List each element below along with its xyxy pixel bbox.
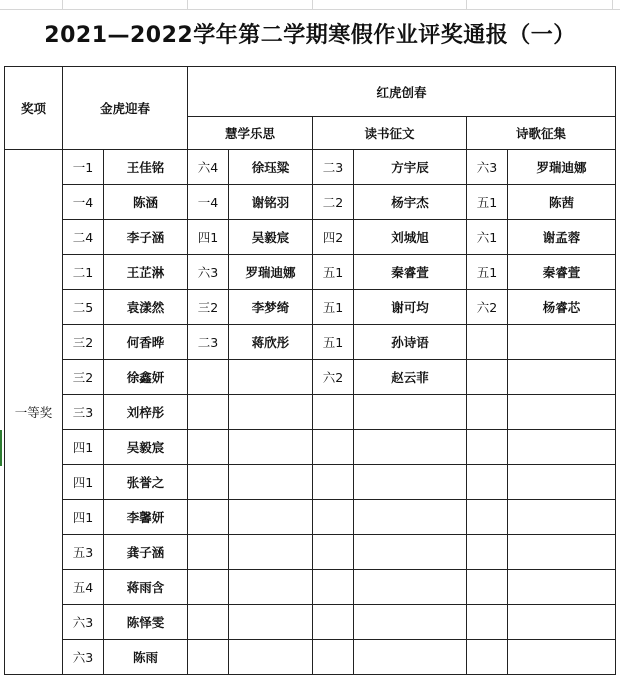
header-shige[interactable]: 诗歌征集: [467, 117, 616, 150]
table-row: [5, 500, 616, 535]
shige-name-cell[interactable]: [508, 500, 616, 535]
table-row: [5, 605, 616, 640]
shige-grade-cell[interactable]: [467, 465, 508, 500]
shige-grade-cell[interactable]: 六3: [467, 150, 508, 185]
huixue-name-cell[interactable]: [229, 395, 313, 430]
huixue-name-cell[interactable]: [229, 570, 313, 605]
jinhu-grade-cell[interactable]: 六3: [63, 640, 104, 675]
huixue-grade-cell[interactable]: [188, 465, 229, 500]
jinhu-grade-cell[interactable]: 五3: [63, 535, 104, 570]
jinhu-grade-cell[interactable]: 三2: [63, 325, 104, 360]
jinhu-grade-cell[interactable]: 一4: [63, 185, 104, 220]
page-title: 2021—2022学年第二学期寒假作业评奖通报（一）: [44, 23, 576, 48]
jinhu-name-cell[interactable]: 吴毅宸: [104, 430, 188, 465]
shige-grade-cell[interactable]: 六2: [467, 290, 508, 325]
jinhu-grade-cell[interactable]: 五4: [63, 570, 104, 605]
column-header-strip: [0, 0, 620, 10]
dushu-name-cell[interactable]: [354, 465, 467, 500]
jinhu-name-cell[interactable]: 李子涵: [104, 220, 188, 255]
huixue-grade-cell[interactable]: [188, 605, 229, 640]
dushu-grade-cell[interactable]: 二2: [313, 185, 354, 220]
dushu-name-cell[interactable]: [354, 500, 467, 535]
dushu-name-cell[interactable]: 方宇辰: [354, 150, 467, 185]
dushu-grade-cell[interactable]: [313, 430, 354, 465]
shige-name-cell[interactable]: [508, 395, 616, 430]
dushu-grade-cell[interactable]: [313, 535, 354, 570]
dushu-grade-cell[interactable]: 五1: [313, 325, 354, 360]
table-row: [5, 185, 616, 220]
header-honghu[interactable]: 红虎创春: [188, 67, 616, 117]
jinhu-grade-cell[interactable]: 三2: [63, 360, 104, 395]
huixue-name-cell[interactable]: [229, 430, 313, 465]
dushu-name-cell[interactable]: [354, 640, 467, 675]
table-row: [5, 220, 616, 255]
shige-name-cell[interactable]: [508, 570, 616, 605]
award-level-cell[interactable]: 一等奖: [5, 150, 63, 675]
award-table[interactable]: [4, 66, 616, 675]
shige-name-cell[interactable]: 秦睿萱: [508, 255, 616, 290]
jinhu-grade-cell[interactable]: 四1: [63, 430, 104, 465]
table-row: [5, 465, 616, 500]
dushu-grade-cell[interactable]: 五1: [313, 255, 354, 290]
huixue-grade-cell[interactable]: 六4: [188, 150, 229, 185]
huixue-name-cell[interactable]: [229, 640, 313, 675]
jinhu-grade-cell[interactable]: 三3: [63, 395, 104, 430]
jinhu-grade-cell[interactable]: 四1: [63, 500, 104, 535]
header-award[interactable]: 奖项: [5, 67, 63, 150]
dushu-grade-cell[interactable]: 四2: [313, 220, 354, 255]
shige-name-cell[interactable]: 罗瑞迪娜: [508, 150, 616, 185]
huixue-grade-cell[interactable]: [188, 535, 229, 570]
row-selection-marker: [0, 430, 2, 466]
jinhu-name-cell[interactable]: 王芷淋: [104, 255, 188, 290]
dushu-name-cell[interactable]: 刘城旭: [354, 220, 467, 255]
huixue-grade-cell[interactable]: [188, 395, 229, 430]
jinhu-name-cell[interactable]: 张誉之: [104, 465, 188, 500]
dushu-name-cell[interactable]: [354, 430, 467, 465]
dushu-name-cell[interactable]: 赵云菲: [354, 360, 467, 395]
huixue-grade-cell[interactable]: 六3: [188, 255, 229, 290]
jinhu-grade-cell[interactable]: 一1: [63, 150, 104, 185]
jinhu-name-cell[interactable]: 徐鑫妍: [104, 360, 188, 395]
shige-grade-cell[interactable]: [467, 395, 508, 430]
shige-grade-cell[interactable]: [467, 500, 508, 535]
jinhu-name-cell[interactable]: 刘梓彤: [104, 395, 188, 430]
header-dushu[interactable]: 读书征文: [313, 117, 467, 150]
table-row: [5, 640, 616, 675]
huixue-name-cell[interactable]: 吴毅宸: [229, 220, 313, 255]
shige-grade-cell[interactable]: [467, 360, 508, 395]
shige-grade-cell[interactable]: [467, 570, 508, 605]
shige-grade-cell[interactable]: 五1: [467, 185, 508, 220]
jinhu-grade-cell[interactable]: 二5: [63, 290, 104, 325]
huixue-grade-cell[interactable]: [188, 430, 229, 465]
huixue-name-cell[interactable]: 蒋欣彤: [229, 325, 313, 360]
huixue-name-cell[interactable]: [229, 465, 313, 500]
dushu-grade-cell[interactable]: [313, 570, 354, 605]
huixue-name-cell[interactable]: 李梦绮: [229, 290, 313, 325]
huixue-name-cell[interactable]: 罗瑞迪娜: [229, 255, 313, 290]
jinhu-grade-cell[interactable]: 二4: [63, 220, 104, 255]
huixue-grade-cell[interactable]: [188, 360, 229, 395]
table-row: [5, 290, 616, 325]
huixue-grade-cell[interactable]: 二3: [188, 325, 229, 360]
huixue-name-cell[interactable]: 谢铭羽: [229, 185, 313, 220]
huixue-name-cell[interactable]: [229, 360, 313, 395]
shige-name-cell[interactable]: [508, 360, 616, 395]
jinhu-name-cell[interactable]: 何香晔: [104, 325, 188, 360]
dushu-grade-cell[interactable]: [313, 640, 354, 675]
dushu-grade-cell[interactable]: [313, 605, 354, 640]
shige-grade-cell[interactable]: [467, 430, 508, 465]
shige-grade-cell[interactable]: 六1: [467, 220, 508, 255]
huixue-grade-cell[interactable]: [188, 570, 229, 605]
shige-name-cell[interactable]: 谢孟蓉: [508, 220, 616, 255]
dushu-name-cell[interactable]: [354, 395, 467, 430]
shige-grade-cell[interactable]: [467, 640, 508, 675]
dushu-grade-cell[interactable]: 六2: [313, 360, 354, 395]
jinhu-grade-cell[interactable]: 二1: [63, 255, 104, 290]
dushu-name-cell[interactable]: 孙诗语: [354, 325, 467, 360]
jinhu-name-cell[interactable]: 陈雨: [104, 640, 188, 675]
shige-grade-cell[interactable]: [467, 605, 508, 640]
dushu-grade-cell[interactable]: 二3: [313, 150, 354, 185]
jinhu-grade-cell[interactable]: 六3: [63, 605, 104, 640]
dushu-name-cell[interactable]: [354, 605, 467, 640]
jinhu-name-cell[interactable]: 袁漾然: [104, 290, 188, 325]
huixue-name-cell[interactable]: 徐珏粱: [229, 150, 313, 185]
table-row: [5, 360, 616, 395]
header-huixue[interactable]: 慧学乐思: [188, 117, 313, 150]
dushu-name-cell[interactable]: 杨宇杰: [354, 185, 467, 220]
dushu-grade-cell[interactable]: 五1: [313, 290, 354, 325]
table-row: [5, 150, 616, 185]
shige-name-cell[interactable]: [508, 535, 616, 570]
shige-name-cell[interactable]: [508, 325, 616, 360]
huixue-grade-cell[interactable]: 四1: [188, 220, 229, 255]
dushu-name-cell[interactable]: 秦睿萱: [354, 255, 467, 290]
huixue-grade-cell[interactable]: 一4: [188, 185, 229, 220]
shige-name-cell[interactable]: [508, 640, 616, 675]
shige-grade-cell[interactable]: [467, 535, 508, 570]
dushu-name-cell[interactable]: 谢可均: [354, 290, 467, 325]
table-row: [5, 395, 616, 430]
dushu-grade-cell[interactable]: [313, 500, 354, 535]
huixue-name-cell[interactable]: [229, 605, 313, 640]
shige-name-cell[interactable]: 杨睿芯: [508, 290, 616, 325]
table-row: [5, 325, 616, 360]
huixue-grade-cell[interactable]: [188, 640, 229, 675]
shige-name-cell[interactable]: [508, 605, 616, 640]
dushu-grade-cell[interactable]: [313, 465, 354, 500]
jinhu-name-cell[interactable]: 陈怿雯: [104, 605, 188, 640]
table-row: [5, 570, 616, 605]
shige-grade-cell[interactable]: [467, 325, 508, 360]
jinhu-name-cell[interactable]: 李馨妍: [104, 500, 188, 535]
jinhu-name-cell[interactable]: 陈涵: [104, 185, 188, 220]
jinhu-name-cell[interactable]: 蒋雨含: [104, 570, 188, 605]
dushu-name-cell[interactable]: [354, 570, 467, 605]
huixue-name-cell[interactable]: [229, 535, 313, 570]
jinhu-name-cell[interactable]: 王佳铭: [104, 150, 188, 185]
jinhu-grade-cell[interactable]: 四1: [63, 465, 104, 500]
huixue-grade-cell[interactable]: 三2: [188, 290, 229, 325]
shige-grade-cell[interactable]: 五1: [467, 255, 508, 290]
table-row: [5, 430, 616, 465]
dushu-grade-cell[interactable]: [313, 395, 354, 430]
huixue-grade-cell[interactable]: [188, 500, 229, 535]
dushu-name-cell[interactable]: [354, 535, 467, 570]
shige-name-cell[interactable]: [508, 465, 616, 500]
table-row: [5, 255, 616, 290]
shige-name-cell[interactable]: [508, 430, 616, 465]
table-row: [5, 535, 616, 570]
jinhu-name-cell[interactable]: 龚子涵: [104, 535, 188, 570]
header-jinhu[interactable]: 金虎迎春: [63, 67, 188, 150]
shige-name-cell[interactable]: 陈茜: [508, 185, 616, 220]
huixue-name-cell[interactable]: [229, 500, 313, 535]
